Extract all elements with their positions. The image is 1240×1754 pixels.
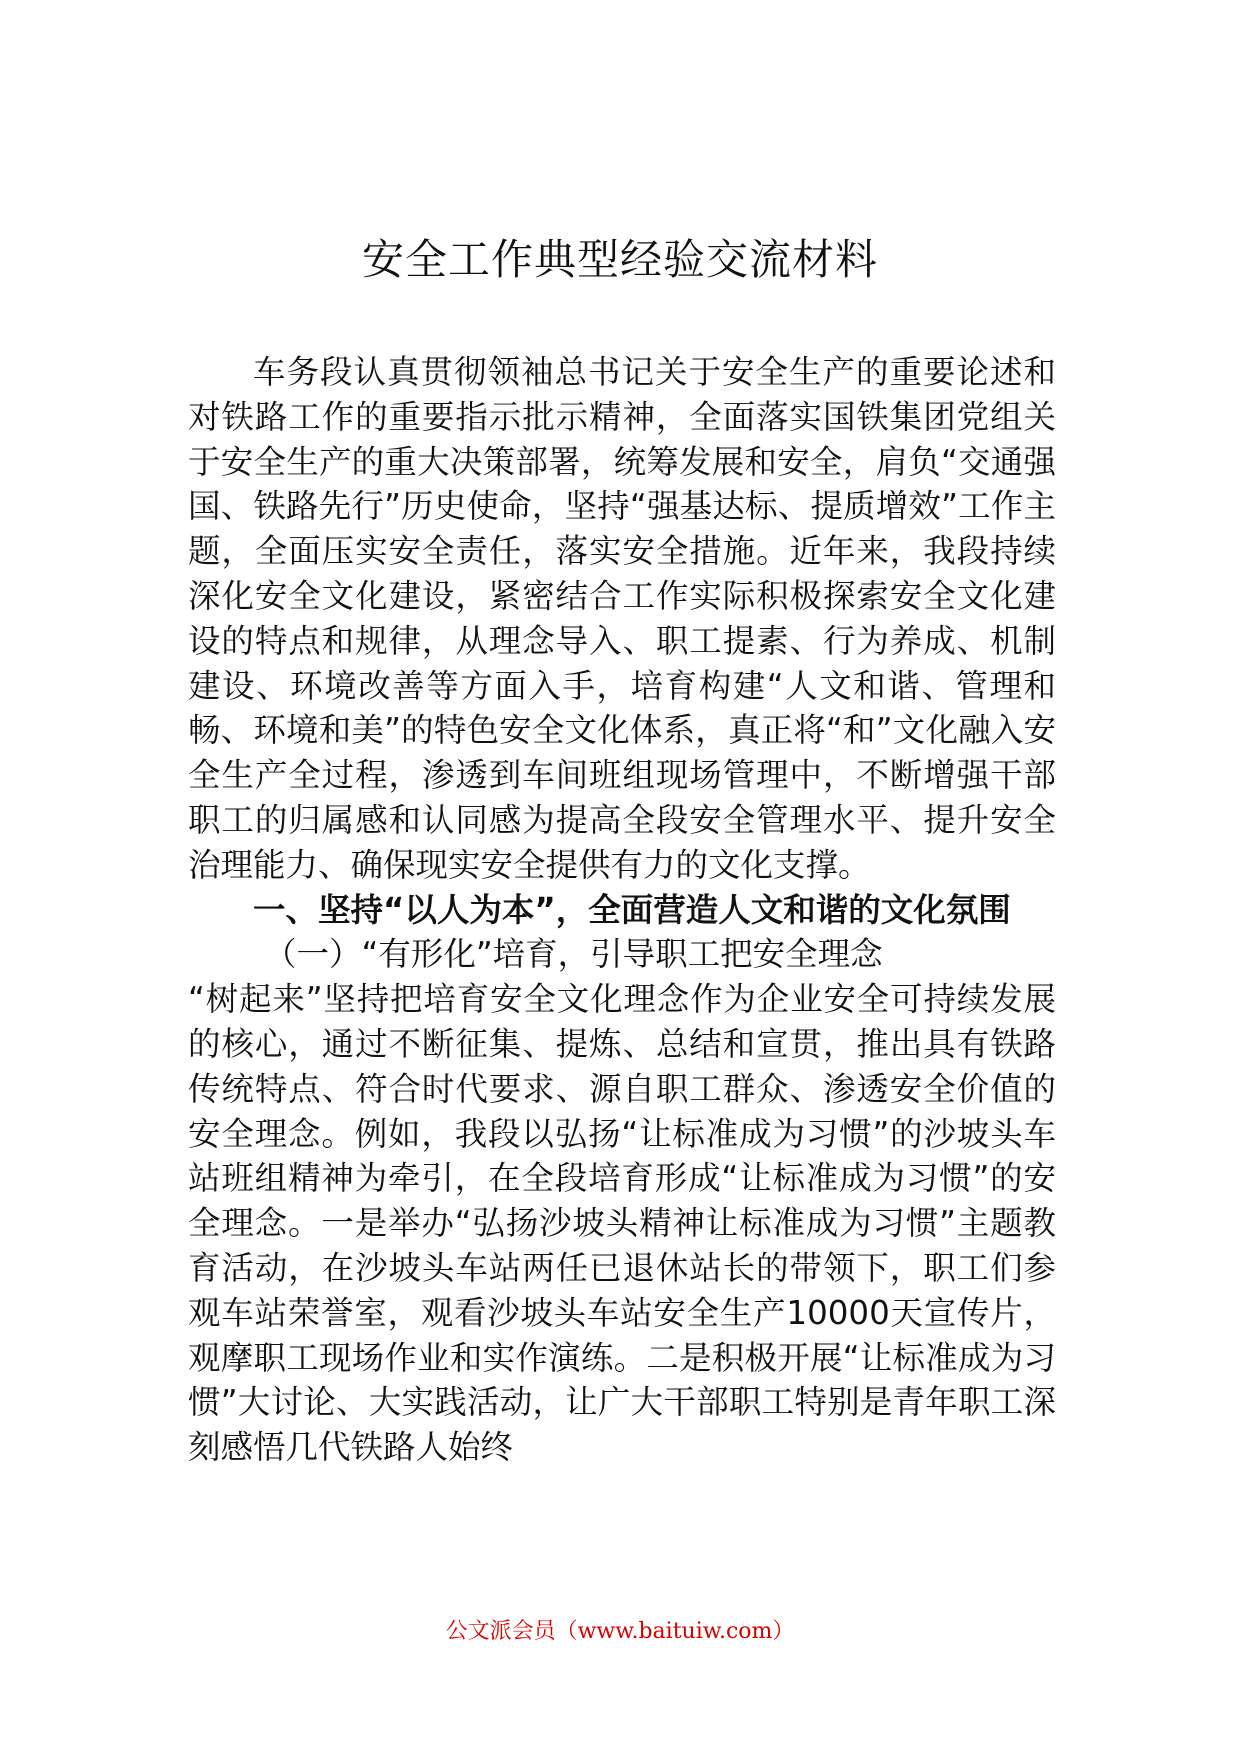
document-title: 安全工作典型经验交流材料 [361, 235, 878, 284]
footer-watermark: 公文派会员（www.baituiw.com） [445, 1619, 795, 1644]
section-heading-1: 一、坚持“以人为本”，全面营造人文和谐的文化氛围 [253, 890, 1011, 929]
subsection-heading-1: （一）“有形化”培育，引导职工把安全理念 [264, 935, 883, 974]
document-body [188, 350, 1056, 1470]
intro-paragraph: 车务段认真贯彻领袖总书记关于安全生产的重要论述和对铁路工作的重要指示批示精神，全面落实国铁集团党组关于安全生产的重大决策部署，统筹发展和安全，肩负“交通强国、铁路先行”历史使命，坚持“强基达标、提质增效”工作主题，全面压实安全责任，落实安全措施。近年来，我段持续深化安全文化建设，紧密结合工作实际积极探索安全文化建设的特点和规律，从理念导入、职工提素、行为养成、机制建设、环境改善等方面入手，培育构建“人文和谐、管理和畅、环境和美”的特色安全文化体系，真正将“和”文化融入安全生产全过程，渗透到车间班组现场管理中，不断增强干部职工的归属感和认同感为提高全段安全管理水平、提升安全治理能力、确保现实安全提供有力的文化支撑。 [188, 353, 1056, 884]
body-paragraph: “树起来”坚持把培育安全文化理念作为企业安全可持续发展的核心，通过不断征集、提炼、总结和宣贯，推出具有铁路传统特点、符合时代要求、源自职工群众、渗透安全价值的安全理念。例如，我段以弘扬“让标准成为习惯”的沙坡头车站班组精神为牵引，在全段培育形成“让标准成为习惯”的安全理念。一是举办“弘扬沙坡头精神让标准成为习惯”主题教育活动，在沙坡头车站两任已退休站长的带领下，职工们参观车站荣誉室，观看沙坡头车站安全生产10000天宣传片，观摩职工现场作业和实作演练。二是积极开展“让标准成为习惯”大讨论、大实践活动，让广大干部职工特别是青年职工深刻感悟几代铁路人始终 [188, 980, 1056, 1467]
